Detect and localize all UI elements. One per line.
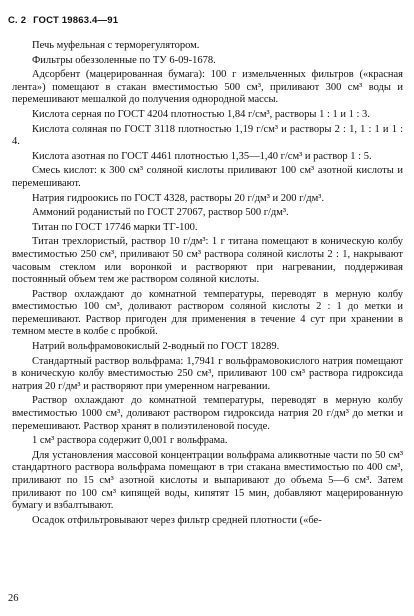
paragraph: Кислота соляная по ГОСТ 3118 плотностью 1,19 г/см³ и растворы 2 : 1, 1 : 1 и 1 : 4. — [12, 123, 403, 148]
page-label: С. 2 — [8, 15, 27, 26]
standard-designation: ГОСТ 19863.4—91 — [33, 15, 119, 26]
page-number: 26 — [8, 593, 19, 604]
paragraph: Смесь кислот: к 300 см³ соляной кислоты приливают 100 см³ азотной кислоты и перемешивают. — [12, 165, 403, 189]
page-header — [8, 15, 122, 26]
paragraph: Кислота серная по ГОСТ 4204 плотностью 1,84 г/см³, растворы 1 : 1 и 1 : 3. — [32, 108, 370, 120]
paragraph: Для установления массовой концентрации вольфрама аликвотные части по 50 см³ стандартного раствора вольфрама помещают в три стакана вместимостью по 400 см³, приливают по 15 см³ азотной кислоты и выпаривают до объема 5—6 см³. Затем приливают по 100 см³ кипящей воды, кипятят 15 мин, добавляют мацерированную бумагу и взбалтывают. — [12, 449, 403, 512]
paragraph: Адсорбент (мацерированная бумага): 100 г измельченных фильтров («красная лента») помещают в стакан вместимостью 500 см³, приливают 300 см³ воды и перемешивают мешалкой до получения однородной массы. — [12, 69, 403, 106]
paragraph: Титан трехлористый, раствор 10 г/дм³: 1 г титана помещают в коническую колбу вместимостью 250 см³, приливают 50 см³ раствора соляной кислоты 2 : 1, накрывают часовым стеклом или воронкой и растворяют при нагревании, поддерживая постоянный объем тем же раствором соляной кислоты. — [12, 236, 403, 286]
paragraph: Раствор охлаждают до комнатной температуры, переводят в мерную колбу вместимостью 1000 см³, доливают раствором гидроксида натрия 20 г/дм³ до метки и перемешивают. Раствор хранят в полиэтиленовой посуде. — [12, 395, 403, 432]
paragraph: Аммоний роданистый по ГОСТ 27067, раствор 500 г/дм³. — [32, 207, 289, 219]
paragraph: Титан по ГОСТ 17746 марки ТГ-100. — [32, 221, 198, 233]
paragraph: 1 см³ раствора содержит 0,001 г вольфрама. — [32, 435, 228, 447]
paragraph: Стандартный раствор вольфрама: 1,7941 г вольфрамовокислого натрия помещают в коническую колбу вместимостью 250 см³, приливают 100 см³ раствора гидроксида натрия 20 г/дм³ и растворяют при умеренном нагревании. — [12, 355, 403, 392]
paragraph: Фильтры обеззоленные по ТУ 6-09-1678. — [32, 54, 216, 66]
paragraph: Натрия гидроокись по ГОСТ 4328, растворы 20 г/дм³ и 200 г/дм³. — [32, 192, 325, 204]
paragraph: Раствор охлаждают до комнатной температуры, переводят в мерную колбу вместимостью 100 см³, доливают раствором соляной кислоты 2 : 1 до метки и перемешивают. Раствор пригоден для применения в течение 4 сут при хранении в темном месте в колбе с пробкой. — [12, 288, 403, 338]
paragraph: Кислота азотная по ГОСТ 4461 плотностью 1,35—1,40 г/см³ и раствор 1 : 5. — [32, 150, 372, 162]
document-body — [12, 40, 403, 529]
paragraph: Осадок отфильтровывают через фильтр средней плотности («бе- — [32, 514, 322, 526]
paragraph: Натрий вольфрамовокислый 2-водный по ГОСТ 18289. — [32, 341, 280, 353]
paragraph: Печь муфельная с терморегулятором. — [32, 40, 200, 51]
